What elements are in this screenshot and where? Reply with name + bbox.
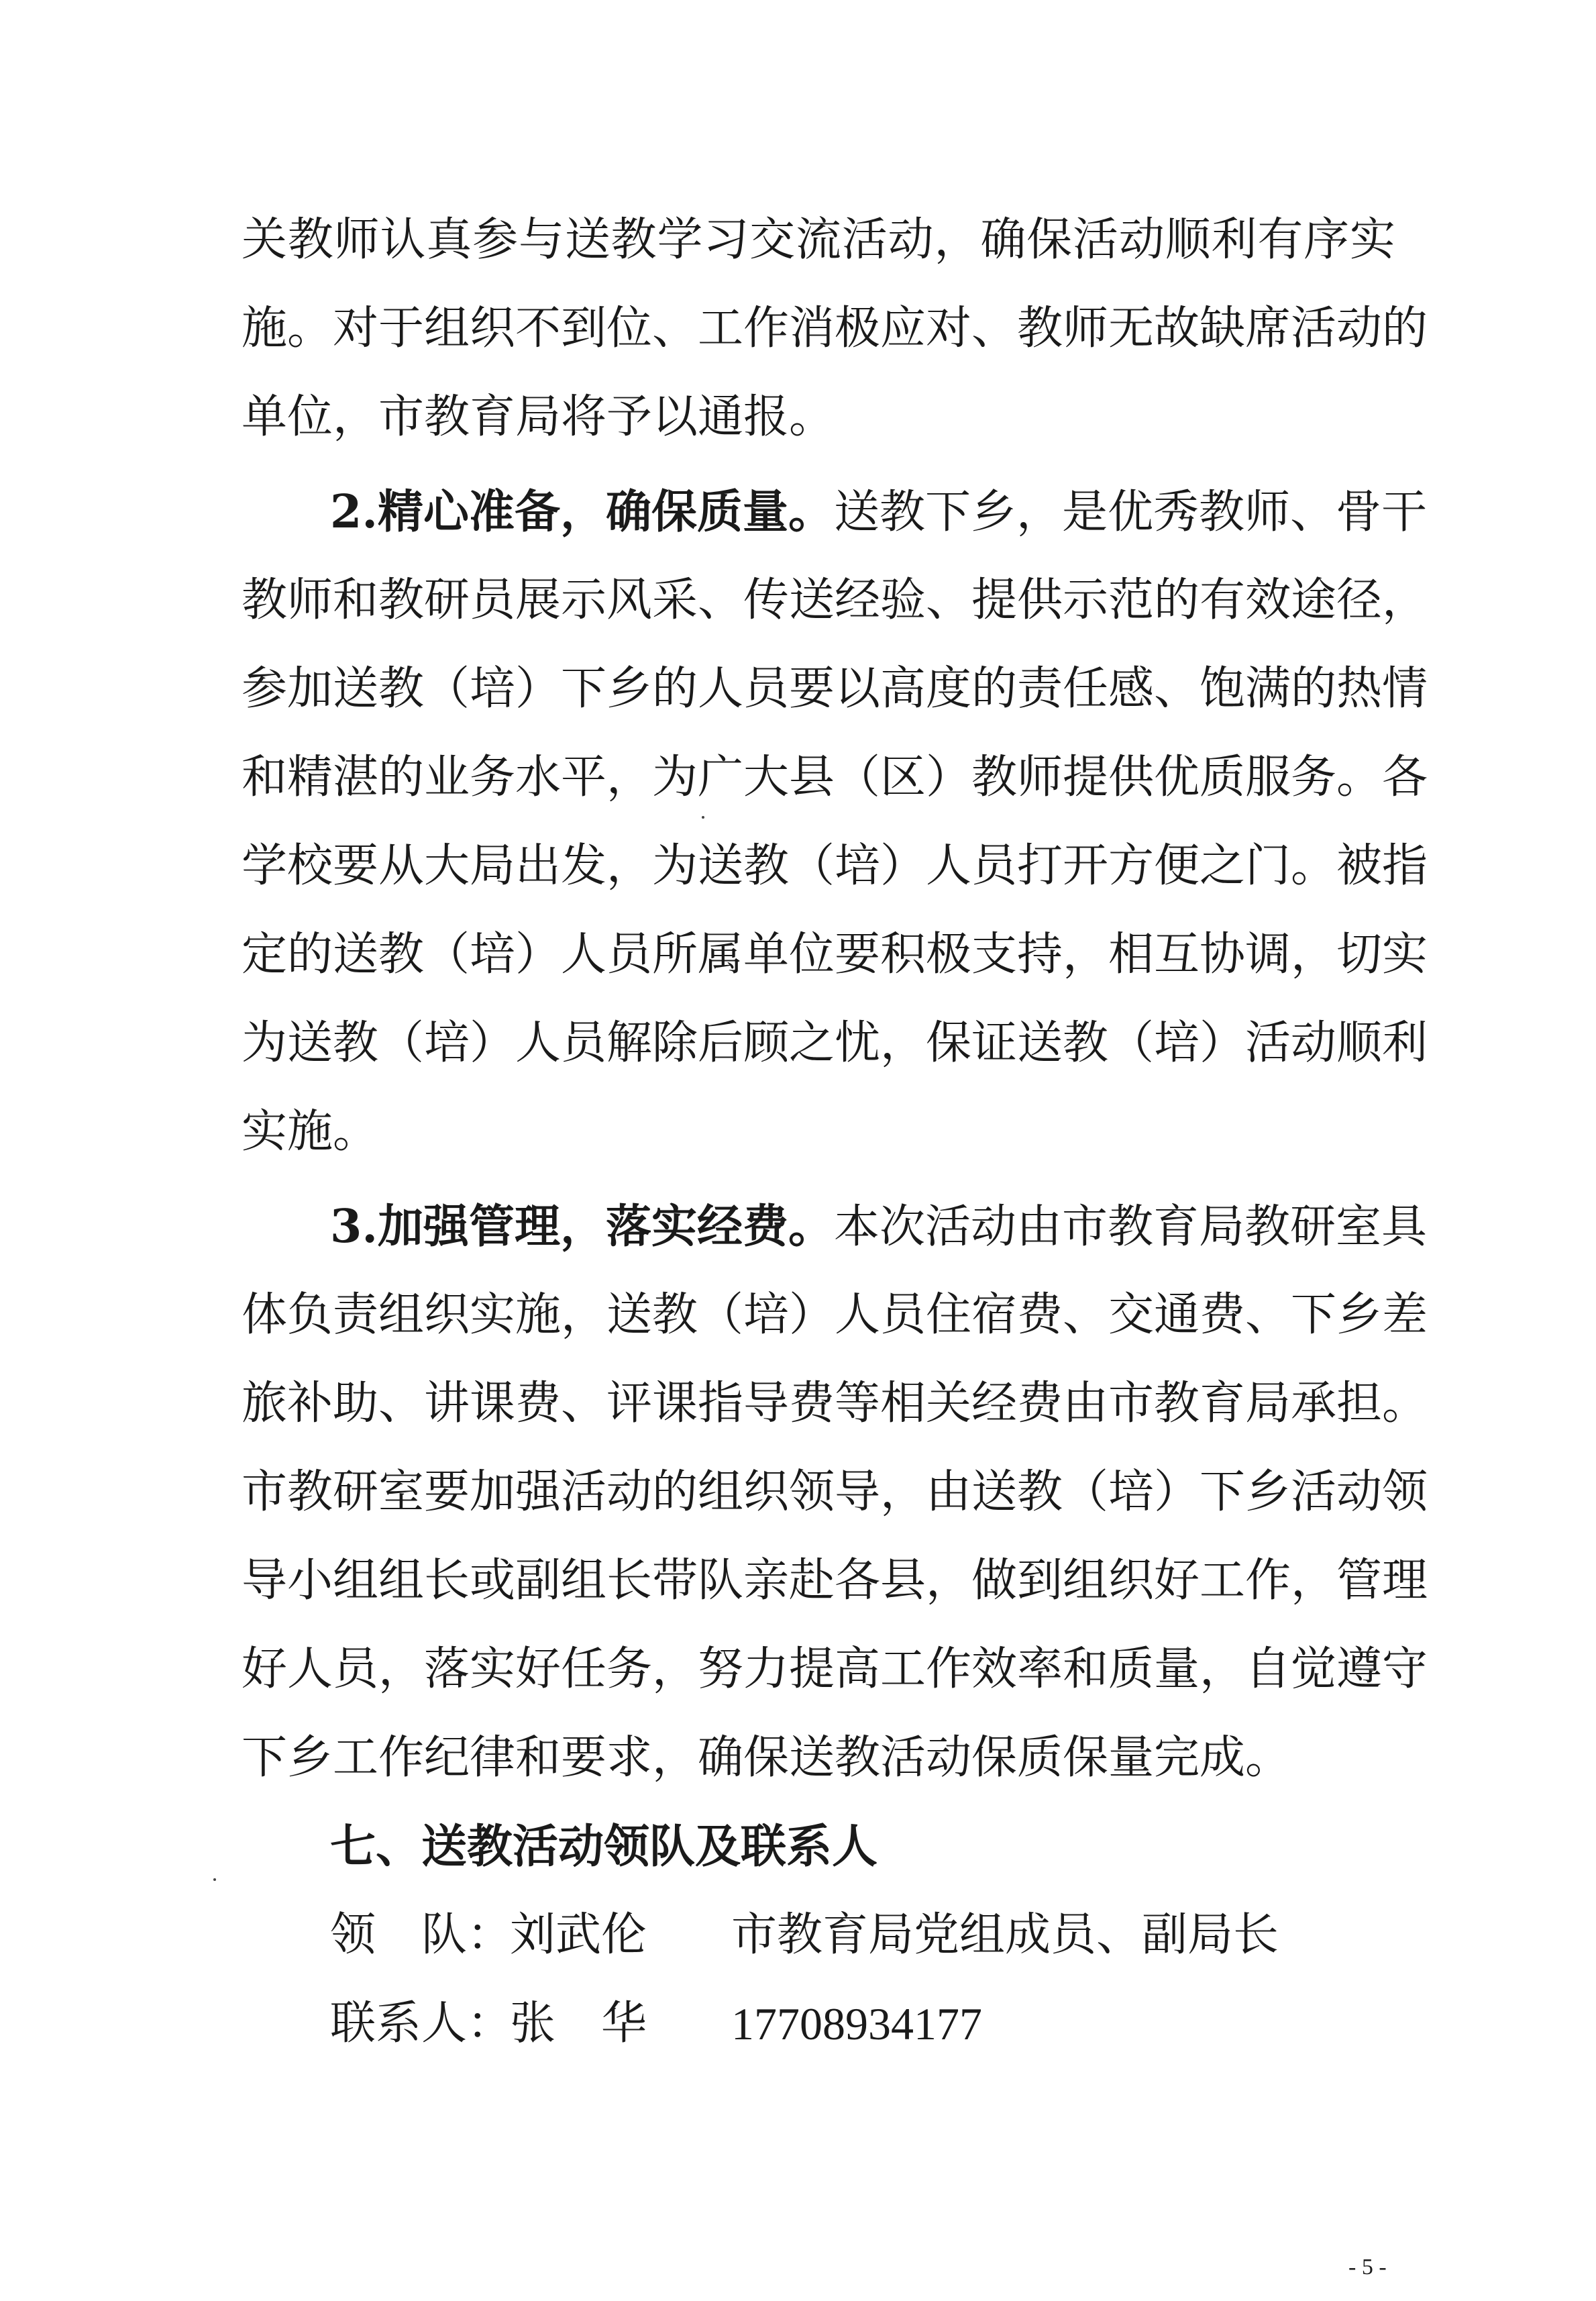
body-line: 实施。 <box>242 1105 379 1158</box>
section-7-title: 七、送教活动领队及联系人 <box>330 1820 878 1874</box>
body-line: 市教研室要加强活动的组织领导，由送教（培）下乡活动领 <box>242 1466 1428 1519</box>
body-line: 下乡工作纪律和要求，确保送教活动保质保量完成。 <box>242 1731 1291 1784</box>
section-3-first-text: 本次活动由市教育局教研室具 <box>834 1200 1428 1254</box>
contact-label: 联系人： <box>330 1997 513 2050</box>
body-line: 好人员，落实好任务，努力提高工作效率和质量，自觉遵守 <box>242 1643 1428 1696</box>
section-3-first-line <box>330 1182 1428 1271</box>
body-line: 和精湛的业务水平，为广大县（区）教师提供优质服务。各 <box>242 751 1428 804</box>
body-line: 为送教（培）人员解除后顾之忧，保证送教（培）活动顺利 <box>242 1017 1428 1070</box>
leader-title: 市教育局党组成员、副局长 <box>731 1908 1279 1961</box>
body-line: 定的送教（培）人员所属单位要积极支持，相互协调，切实 <box>242 928 1428 981</box>
section-2-heading: 2.精心准备，确保质量。 <box>330 485 834 539</box>
leader-name: 刘武伦 <box>510 1908 647 1961</box>
section-3-heading: 3.加强管理，落实经费。 <box>330 1200 834 1254</box>
body-line: 学校要从大局出发，为送教（培）人员打开方便之门。被指 <box>242 839 1428 892</box>
section-2-first-line <box>330 468 1428 556</box>
body-line: 导小组组长或副组长带队亲赴各县，做到组织好工作，管理 <box>242 1554 1428 1607</box>
body-line: 关教师认真参与送教学习交流活动，确保活动顺利有序实 <box>242 213 1395 266</box>
contact-phone: 17708934177 <box>731 1998 982 2049</box>
body-line: 体负责组织实施，送教（培）人员住宿费、交通费、下乡差 <box>242 1288 1428 1341</box>
scan-speck <box>702 816 704 819</box>
body-line: 教师和教研员展示风采、传送经验、提供示范的有效途径， <box>242 574 1428 627</box>
leader-label: 领 队： <box>330 1908 513 1961</box>
contact-name: 张 华 <box>510 1997 647 2050</box>
section-2-first-text: 送教下乡，是优秀教师、骨干 <box>834 486 1428 539</box>
page-number: - 5 - <box>1348 2255 1387 2280</box>
scan-speck <box>213 1878 216 1881</box>
body-line: 参加送教（培）下乡的人员要以高度的责任感、饱满的热情 <box>242 662 1428 715</box>
body-line: 单位，市教育局将予以通报。 <box>242 391 835 444</box>
body-line: 施。对于组织不到位、工作消极应对、教师无故缺席活动的 <box>242 302 1428 355</box>
body-line: 旅补助、讲课费、评课指导费等相关经费由市教育局承担。 <box>242 1377 1428 1430</box>
